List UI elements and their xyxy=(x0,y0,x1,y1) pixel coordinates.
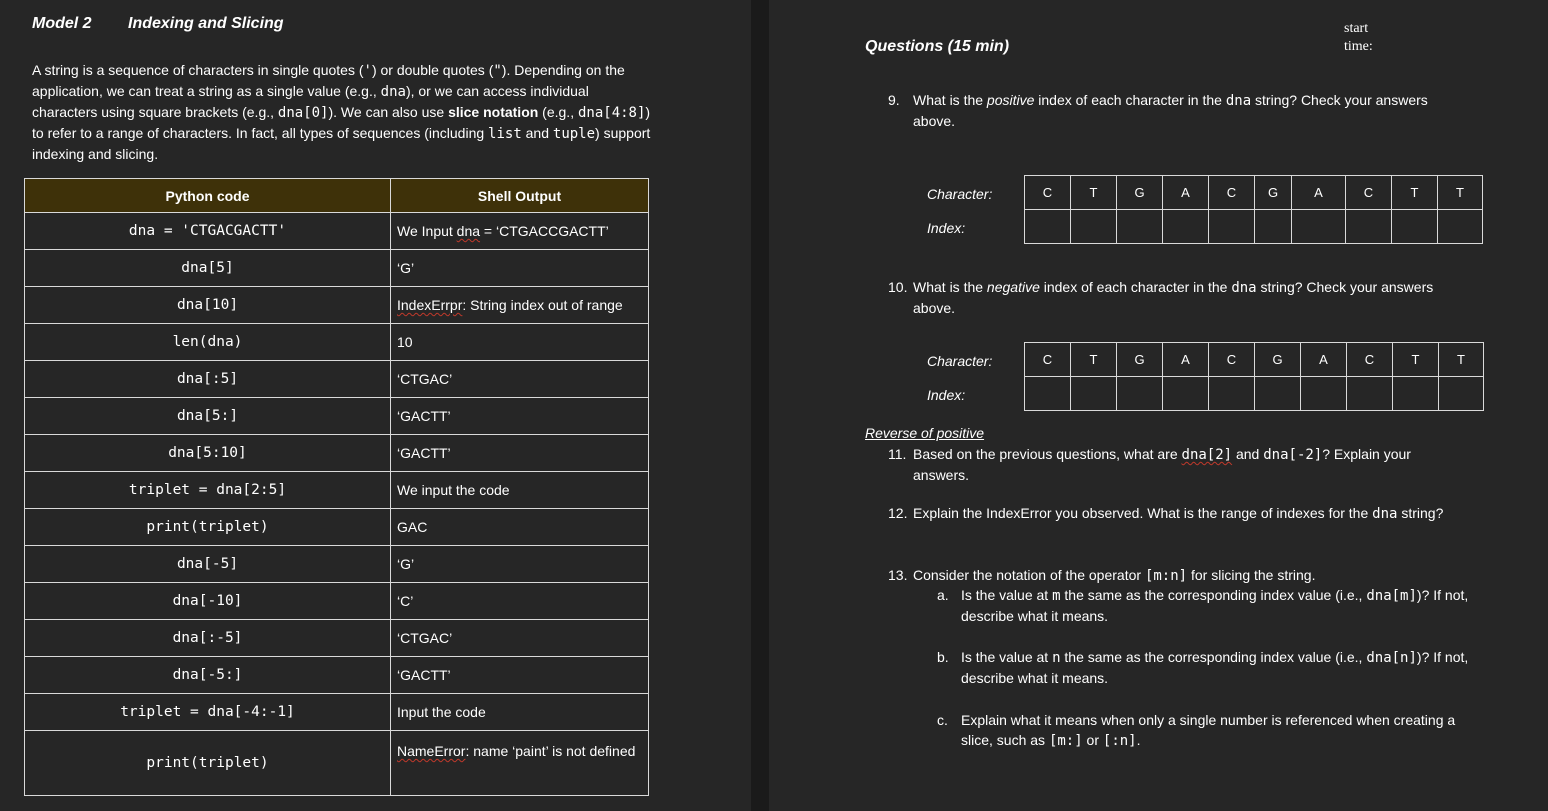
character-cell: T xyxy=(1439,343,1484,377)
character-cell: T xyxy=(1393,343,1439,377)
table-row xyxy=(25,694,649,731)
character-cell: C xyxy=(1209,343,1255,377)
q11-number: 11. xyxy=(888,446,907,462)
index-answer-cell[interactable] xyxy=(1025,377,1071,411)
model-label: Model 2 xyxy=(32,15,92,32)
character-cell: A xyxy=(1301,343,1347,377)
character-cell: T xyxy=(1071,176,1117,210)
shell-output-text: IndexErrpr xyxy=(397,297,463,313)
q13a-letter: a. xyxy=(937,587,949,603)
table-row xyxy=(25,435,649,472)
shell-output-text: dna xyxy=(456,223,481,239)
table-row xyxy=(25,731,649,796)
shell-output-text: : String index out of range xyxy=(462,297,623,313)
index-answer-cell[interactable] xyxy=(1071,377,1117,411)
shell-output-cell xyxy=(391,435,649,472)
q13-number: 13. xyxy=(888,567,908,583)
index-answer-cell[interactable] xyxy=(1393,377,1439,411)
index-answer-cell[interactable] xyxy=(1255,210,1292,244)
left-page xyxy=(0,0,751,811)
q13a-text: Is the value at m the same as the corresponding index value (i.e., dna[m])? If not, describe what it means. xyxy=(961,587,1469,624)
python-code-cell: dna[5:10] xyxy=(25,435,391,472)
shell-output-cell xyxy=(391,509,649,546)
python-code-cell: dna[-10] xyxy=(25,583,391,620)
python-code-cell: dna[10] xyxy=(25,287,391,324)
character-cell: C xyxy=(1347,343,1393,377)
q13-text: Consider the notation of the operator [m:n] for slicing the string. xyxy=(913,567,1316,584)
index-answer-cell[interactable] xyxy=(1255,377,1301,411)
table-row xyxy=(25,657,649,694)
python-code-cell: len(dna) xyxy=(25,324,391,361)
q10-character-row xyxy=(1025,343,1484,377)
q9-index-label: Index: xyxy=(927,220,966,236)
shell-output-cell xyxy=(391,324,649,361)
table-row xyxy=(25,472,649,509)
q11-text: Based on the previous questions, what are dna[2] and dna[-2]? Explain your answers. xyxy=(913,446,1411,483)
q12-text: Explain the IndexError you observed. What is the range of indexes for the dna string? xyxy=(913,505,1444,522)
shell-output-cell xyxy=(391,361,649,398)
shell-output-text: Input the code xyxy=(397,704,486,720)
shell-output-cell xyxy=(391,213,649,250)
table-row xyxy=(25,287,649,324)
q13b-letter: b. xyxy=(937,649,949,665)
index-answer-cell[interactable] xyxy=(1117,377,1163,411)
index-answer-cell[interactable] xyxy=(1439,377,1484,411)
column-header-python-code: Python code xyxy=(25,179,391,213)
questions-header: Questions (15 min) xyxy=(865,38,1010,55)
shell-output-text: We input the code xyxy=(397,482,510,498)
character-cell: G xyxy=(1255,176,1292,210)
python-code-cell: triplet = dna[-4:-1] xyxy=(25,694,391,731)
table-row xyxy=(25,398,649,435)
time-label: time: xyxy=(1344,39,1373,54)
character-cell: T xyxy=(1071,343,1117,377)
character-cell: C xyxy=(1209,176,1255,210)
shell-output-cell xyxy=(391,620,649,657)
character-cell: G xyxy=(1117,176,1163,210)
q13b-text: Is the value at n the same as the corresponding index value (i.e., dna[n])? If not, describe what it means. xyxy=(961,649,1469,686)
shell-output-text: GAC xyxy=(397,519,428,535)
index-answer-cell[interactable] xyxy=(1347,377,1393,411)
shell-output-cell xyxy=(391,287,649,324)
index-answer-cell[interactable] xyxy=(1438,210,1483,244)
start-label: start xyxy=(1344,21,1369,36)
q10-character-label: Character: xyxy=(927,353,993,369)
character-cell: A xyxy=(1292,176,1346,210)
shell-output-cell xyxy=(391,250,649,287)
shell-output-cell xyxy=(391,731,649,796)
shell-output-text: 10 xyxy=(397,334,413,350)
shell-output-text: ‘GACTT’ xyxy=(397,408,451,424)
index-answer-cell[interactable] xyxy=(1292,210,1346,244)
index-answer-cell[interactable] xyxy=(1071,210,1117,244)
q9-character-row xyxy=(1025,176,1483,210)
python-code-cell: dna[5] xyxy=(25,250,391,287)
shell-output-cell xyxy=(391,472,649,509)
shell-output-text: : name ‘paint’ is not defined xyxy=(465,743,636,759)
shell-output-text: We Input xyxy=(397,223,457,239)
table-row xyxy=(25,583,649,620)
page-gutter xyxy=(751,0,769,811)
python-code-cell: dna[-5] xyxy=(25,546,391,583)
shell-output-text: ‘CTGAC’ xyxy=(397,630,453,646)
q9-index-table xyxy=(1024,175,1483,244)
character-cell: G xyxy=(1255,343,1301,377)
python-code-cell: dna[:5] xyxy=(25,361,391,398)
shell-output-text: ‘G’ xyxy=(397,556,415,572)
q9-index-row xyxy=(1025,210,1483,244)
python-code-cell: dna = 'CTGACGACTT' xyxy=(25,213,391,250)
index-answer-cell[interactable] xyxy=(1209,377,1255,411)
python-code-cell: dna[:-5] xyxy=(25,620,391,657)
table-row xyxy=(25,361,649,398)
index-answer-cell[interactable] xyxy=(1392,210,1438,244)
shell-output-cell xyxy=(391,583,649,620)
shell-output-text: ‘GACTT’ xyxy=(397,445,451,461)
q13c-text: Explain what it means when only a single number is referenced when creating a slice, such as [m:] or [:n]. xyxy=(961,712,1456,749)
python-code-cell: dna[-5:] xyxy=(25,657,391,694)
q9-text: What is the positive index of each character in the dna string? Check your answers above. xyxy=(913,92,1428,129)
table-row xyxy=(25,546,649,583)
shell-output-cell xyxy=(391,398,649,435)
q9-character-label: Character: xyxy=(927,186,993,202)
start-time-label xyxy=(1344,20,1373,56)
model-title: Indexing and Slicing xyxy=(128,15,284,32)
q13c-letter: c. xyxy=(937,712,948,728)
q10-index-table xyxy=(1024,342,1484,411)
python-code-cell: dna[5:] xyxy=(25,398,391,435)
python-code-cell: triplet = dna[2:5] xyxy=(25,472,391,509)
shell-output-cell xyxy=(391,546,649,583)
table-row xyxy=(25,509,649,546)
shell-output-cell xyxy=(391,694,649,731)
character-cell: A xyxy=(1163,343,1209,377)
index-answer-cell[interactable] xyxy=(1163,377,1209,411)
index-answer-cell[interactable] xyxy=(1117,210,1163,244)
table-header-row xyxy=(25,179,649,213)
character-cell: T xyxy=(1438,176,1483,210)
index-answer-cell[interactable] xyxy=(1301,377,1347,411)
intro-paragraph: A string is a sequence of characters in single quotes (') or double quotes ("). Depending on the application, we can treat a string as a single value (e.g., dna), or we can access individual characters using square brackets (e.g., dna[0]). We can also use slice notation (e.g., dna[4:8]) to refer to a range of characters. In fact, all types of sequences (including list and tuple) support indexing and slicing. xyxy=(32,62,651,162)
table-row xyxy=(25,250,649,287)
character-cell: C xyxy=(1025,343,1071,377)
character-cell: T xyxy=(1392,176,1438,210)
index-answer-cell[interactable] xyxy=(1209,210,1255,244)
model-table xyxy=(24,178,649,796)
index-answer-cell[interactable] xyxy=(1163,210,1209,244)
shell-output-text: ‘CTGAC’ xyxy=(397,371,453,387)
character-cell: A xyxy=(1163,176,1209,210)
character-cell: C xyxy=(1025,176,1071,210)
character-cell: G xyxy=(1117,343,1163,377)
q10-text: What is the negative index of each character in the dna string? Check your answers above. xyxy=(913,279,1434,316)
q10-index-label: Index: xyxy=(927,387,966,403)
shell-output-text: = ‘CTGACCGACTT’ xyxy=(480,223,609,239)
shell-output-cell xyxy=(391,657,649,694)
q9-number: 9. xyxy=(888,92,900,108)
table-row xyxy=(25,324,649,361)
index-answer-cell[interactable] xyxy=(1025,210,1071,244)
q10-number: 10. xyxy=(888,279,908,295)
table-row xyxy=(25,213,649,250)
shell-output-text: ‘C’ xyxy=(397,593,414,609)
shell-output-text: NameError xyxy=(397,743,466,759)
q12-number: 12. xyxy=(888,505,908,521)
character-cell: C xyxy=(1346,176,1392,210)
shell-output-text: ‘G’ xyxy=(397,260,415,276)
column-header-shell-output: Shell Output xyxy=(391,179,649,213)
python-code-cell: print(triplet) xyxy=(25,509,391,546)
shell-output-text: ‘GACTT’ xyxy=(397,667,451,683)
python-code-cell: print(triplet) xyxy=(25,731,391,796)
index-answer-cell[interactable] xyxy=(1346,210,1392,244)
q10-index-row xyxy=(1025,377,1484,411)
table-row xyxy=(25,620,649,657)
annotation-reverse-of-positive: Reverse of positive xyxy=(865,425,985,441)
